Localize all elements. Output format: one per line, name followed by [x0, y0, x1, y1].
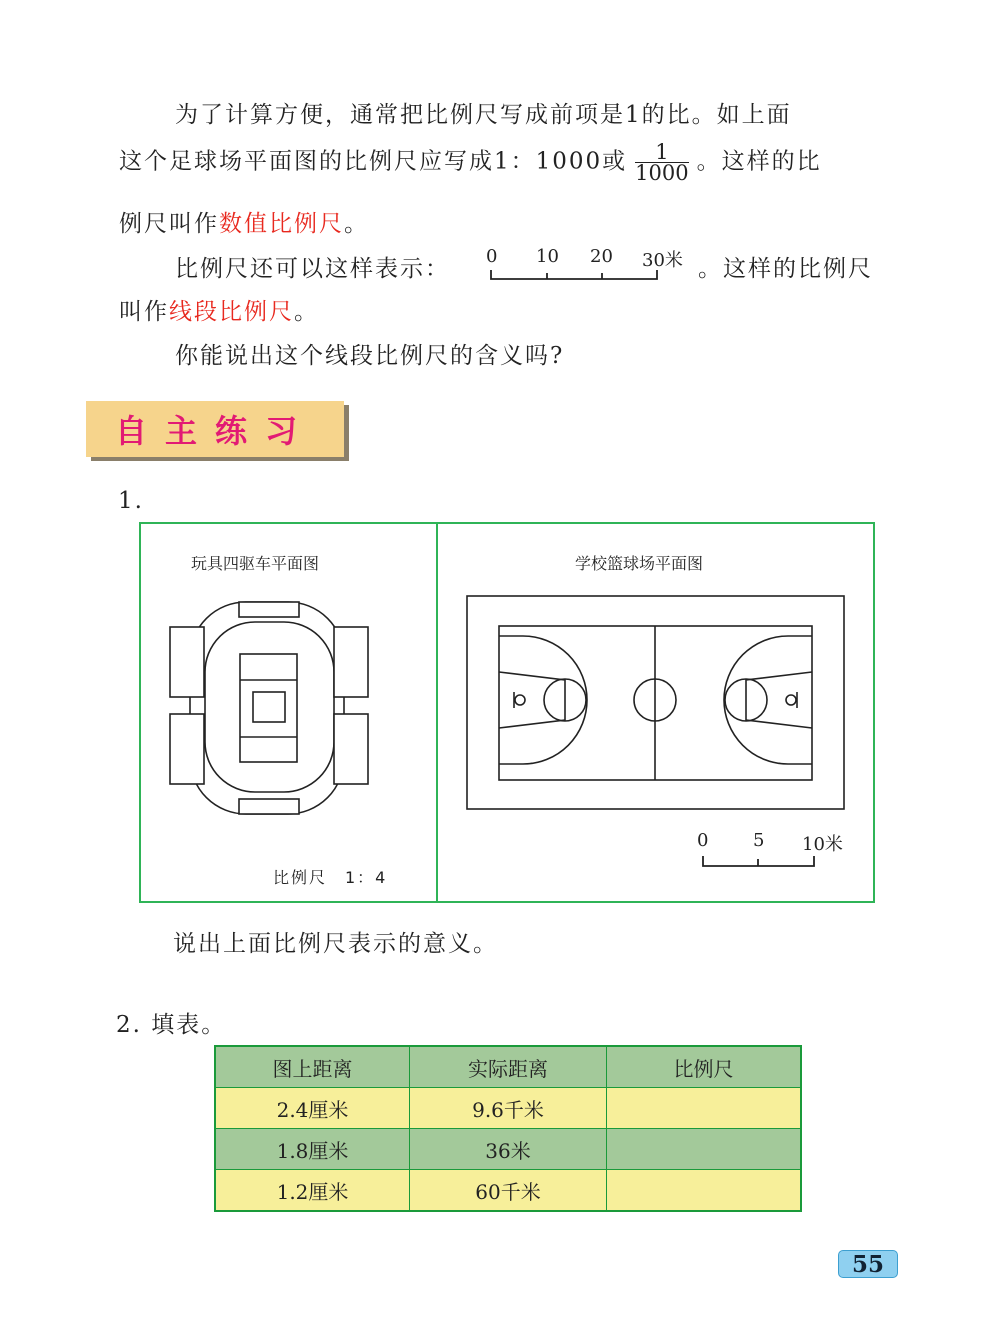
- table-cell: 2.4厘米: [215, 1088, 410, 1129]
- para1-line2: [119, 142, 822, 183]
- scale-label: 30米: [642, 250, 683, 271]
- fraction-numerator: 1: [635, 142, 688, 163]
- exercise-1-number: 1.: [118, 488, 144, 514]
- car-plan-drawing: [165, 598, 375, 818]
- scale-label: 0: [486, 246, 498, 267]
- car-scale: 比例尺 1：4: [273, 868, 388, 887]
- table-header-row: [215, 1046, 801, 1088]
- question: 你能说出这个线段比例尺的含义吗?: [175, 343, 565, 369]
- table-cell-blank[interactable]: [607, 1129, 802, 1170]
- line-scale-inline: [484, 246, 684, 286]
- exercise-2-number: 2. 填表。: [116, 1012, 227, 1038]
- table-header: 比例尺: [607, 1046, 802, 1088]
- exercise-1-prompt: 说出上面比例尺表示的意义。: [173, 931, 498, 957]
- para2-line1b: 。这样的比例尺: [698, 256, 873, 282]
- para2-line2: [119, 293, 319, 326]
- para2-line1a: 比例尺还可以这样表示：: [175, 256, 450, 282]
- scale-bar: [696, 854, 821, 870]
- table-row: [215, 1170, 801, 1212]
- text: 。: [344, 211, 369, 237]
- court-title: 学校篮球场平面图: [575, 554, 704, 573]
- table-cell-blank[interactable]: [607, 1088, 802, 1129]
- table-header: 实际距离: [410, 1046, 607, 1088]
- fraction-denominator: 1000: [635, 161, 689, 185]
- text: 。: [294, 299, 319, 325]
- scale-label: 10米: [802, 834, 843, 855]
- table-row: [215, 1129, 801, 1170]
- scale-bar: [484, 268, 664, 282]
- divider: [436, 524, 438, 901]
- para1-line3: [119, 205, 369, 238]
- table-cell: 9.6千米: [410, 1088, 607, 1129]
- text: 例尺叫作: [119, 211, 219, 237]
- scale-label: 5: [753, 830, 765, 851]
- car-title: 玩具四驱车平面图: [191, 554, 320, 573]
- court-line-scale: [696, 830, 856, 875]
- table-cell-blank[interactable]: [607, 1170, 802, 1212]
- scale-label: 10: [536, 246, 559, 267]
- exercise-1-figure: [139, 522, 875, 903]
- table-cell: 1.2厘米: [215, 1170, 410, 1212]
- basketball-court-drawing: [465, 594, 847, 812]
- table-cell: 36米: [410, 1129, 607, 1170]
- page-number: 55: [838, 1250, 898, 1278]
- term-numeric-scale: 数值比例尺: [219, 211, 344, 237]
- scale-label: 20: [590, 246, 613, 267]
- table-cell: 60千米: [410, 1170, 607, 1212]
- table-cell: 1.8厘米: [215, 1129, 410, 1170]
- scale-label: 0: [697, 830, 709, 851]
- text: 叫作: [119, 299, 169, 325]
- text: 。这样的比: [696, 148, 822, 175]
- fill-table: [214, 1045, 802, 1212]
- para1-line1: 为了计算方便，通常把比例尺写成前项是1的比。如上面: [175, 102, 792, 128]
- table-row: [215, 1088, 801, 1129]
- fraction: [635, 142, 688, 183]
- table-header: 图上距离: [215, 1046, 410, 1088]
- text: 这个足球场平面图的比例尺应写成1：1000或: [119, 148, 628, 175]
- section-banner: 自主练习: [86, 401, 344, 457]
- term-line-scale: 线段比例尺: [169, 299, 294, 325]
